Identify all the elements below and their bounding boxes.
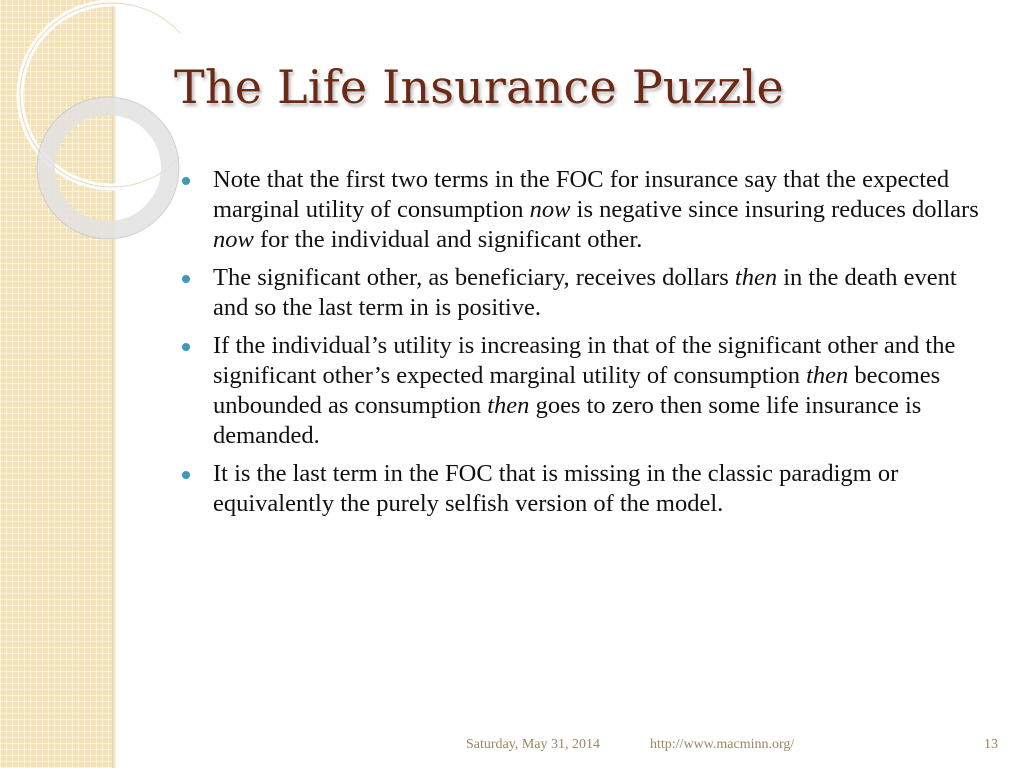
bullet-dot-icon	[182, 177, 190, 185]
bullet-item: It is the last term in the FOC that is missing in the classic paradigm or equivalently the purely selfish version of the model.	[182, 459, 992, 519]
bullet-list	[182, 165, 992, 527]
footer-url-link[interactable]: http://www.macminn.org/	[650, 737, 795, 752]
footer-date: Saturday, May 31, 2014	[466, 737, 601, 752]
slide-title: The Life Insurance Puzzle	[174, 60, 784, 114]
bullet-dot-icon	[182, 471, 190, 479]
bullet-dot-icon	[182, 275, 190, 283]
bullet-item: The significant other, as beneficiary, receives dollars then in the death event and so the last term in is positive.	[182, 263, 992, 323]
sidebar-edge	[112, 0, 116, 768]
bullet-dot-icon	[182, 343, 190, 351]
bullet-item: Note that the first two terms in the FOC for insurance say that the expected marginal utility of consumption now is negative since insuring reduces dollars now for the individual and significant other.	[182, 165, 992, 255]
bullet-item: If the individual’s utility is increasing in that of the significant other and the significant other’s expected marginal utility of consumption then becomes unbounded as consumption then goes to zero then some life insurance is demanded.	[182, 331, 992, 451]
slide-number: 13	[984, 737, 998, 752]
decorative-sidebar	[0, 0, 112, 768]
